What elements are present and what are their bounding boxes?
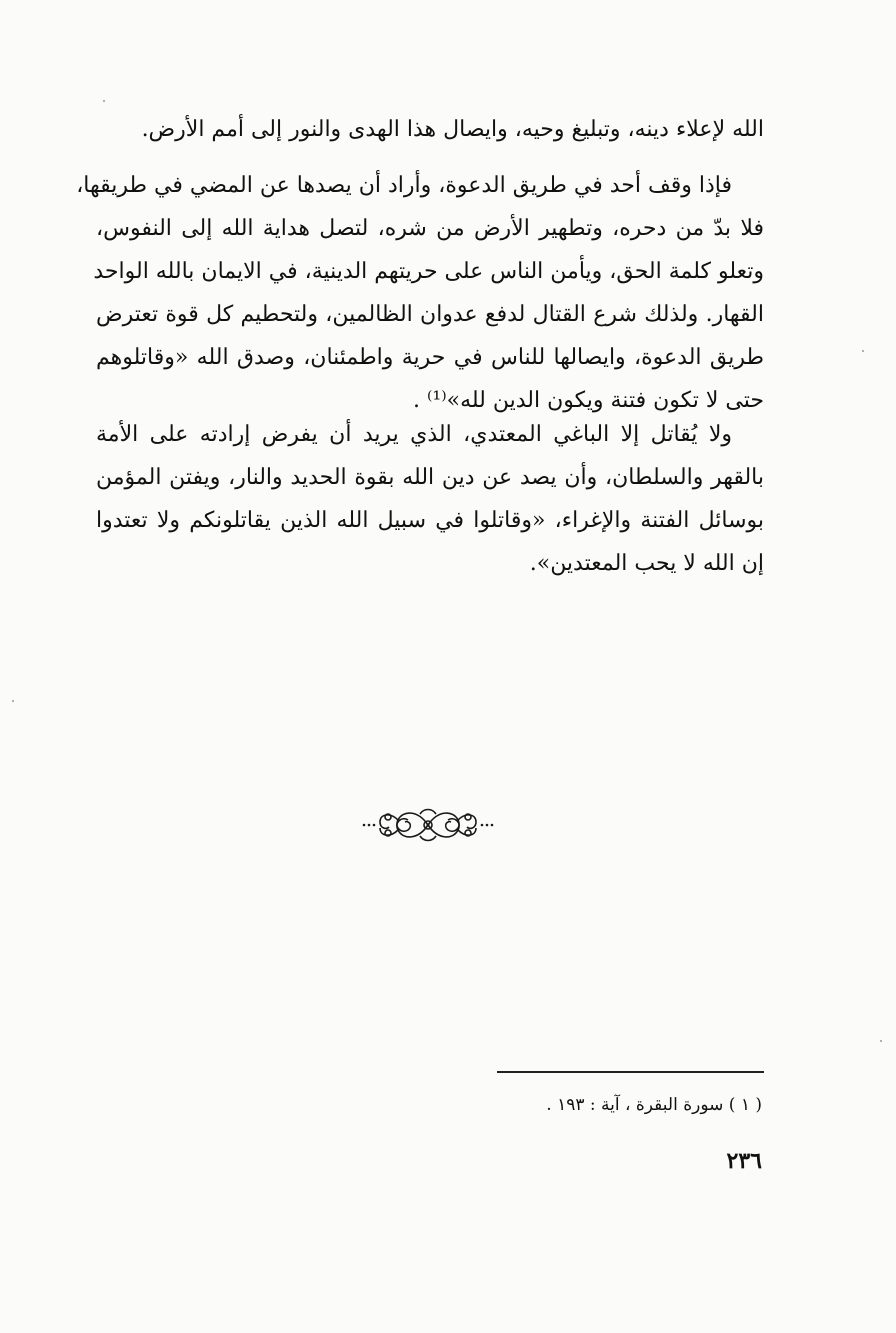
paragraph-line: فإذا وقف أحد في طريق الدعوة، وأراد أن يصدها عن المضي في طريقها،: [76, 173, 732, 198]
paragraph-line: حتى لا تكون فتنة ويكون الدين لله»⁽¹⁾ .: [413, 388, 764, 413]
paragraph-2: [76, 164, 764, 422]
paragraph-line: الله لإعلاء دينه، وتبليغ وحيه، وايصال هذا الهدى والنور إلى أمم الأرض.: [141, 117, 764, 142]
paragraph-line: بالقهر والسلطان، وأن يصد عن دين الله بقوة الحديد والنار، ويفتن المؤمن: [96, 465, 764, 490]
footnote: ( ١ ) سورة البقرة ، آية : ١٩٣ .: [546, 1095, 762, 1115]
paper-speck: [862, 350, 864, 352]
paragraph-line: بوسائل الفتنة والإغراء، «وقاتلوا في سبيل الله الذين يقاتلونكم ولا تعتدوا: [96, 508, 764, 533]
paragraph-line: وتعلو كلمة الحق، ويأمن الناس على حريتهم الدينية، في الايمان بالله الواحد: [93, 259, 764, 284]
paper-speck: [12, 700, 14, 702]
paragraph-line: القهار. ولذلك شرع القتال لدفع عدوان الظالمين، ولتحطيم كل قوة تعترض: [96, 302, 764, 327]
paper-speck: [103, 100, 105, 102]
paragraph-3: [96, 413, 764, 585]
paragraph-line: طريق الدعوة، وايصالها للناس في حرية واطمئنان، وصدق الله «وقاتلوهم: [96, 345, 764, 370]
paragraph-1: [96, 108, 764, 151]
page-number: ٢٣٦: [726, 1148, 762, 1174]
footnote-divider: [497, 1071, 764, 1073]
paragraph-line: فلا بدّ من دحره، وتطهير الأرض من شره، لتصل هداية الله إلى النفوس،: [96, 216, 764, 241]
floral-ornament-icon: [358, 800, 498, 850]
paragraph-line: ولا يُقاتل إلا الباغي المعتدي، الذي يريد أن يفرض إرادته على الأمة: [96, 422, 732, 447]
paper-speck: [880, 1040, 882, 1042]
paragraph-line: إن الله لا يحب المعتدين».: [529, 551, 764, 576]
